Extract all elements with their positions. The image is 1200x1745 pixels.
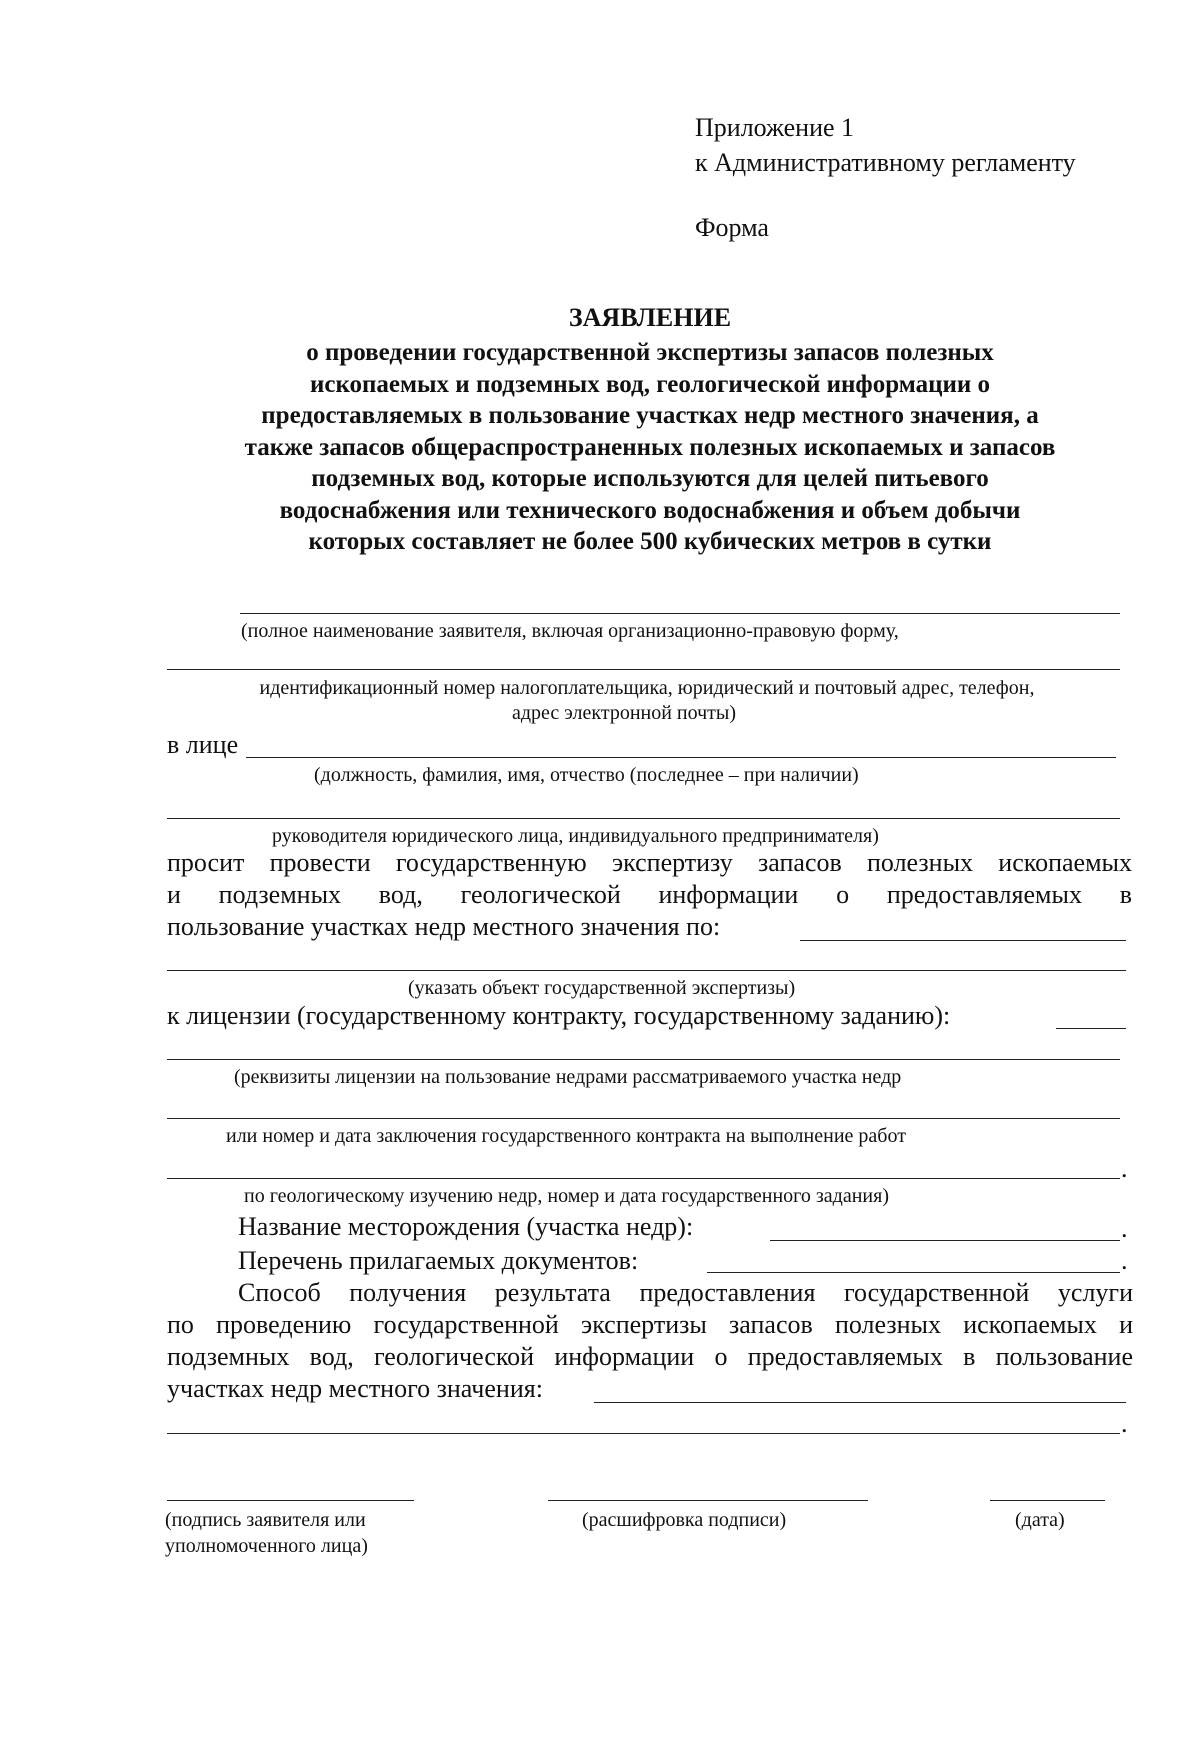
- request-text: пользование участках недр местного значения по:: [167, 912, 721, 941]
- expertise-object-line-2[interactable]: [167, 970, 1126, 971]
- form-label: Форма: [695, 213, 769, 242]
- applicant-hint: (полное наименование заявителя, включая организационно-правовую форму,: [241, 620, 899, 642]
- method-text: участках недр местного значения:: [167, 1374, 543, 1403]
- date-line[interactable]: [990, 1500, 1105, 1501]
- documents-label: Перечень прилагаемых документов:: [238, 1246, 639, 1275]
- method-end-dot: .: [1121, 1409, 1128, 1438]
- license-line[interactable]: [1056, 1028, 1126, 1029]
- deposit-end-dot: .: [1121, 1214, 1128, 1243]
- title-line: водоснабжения или технического водоснабжения и объем добычи: [279, 496, 1021, 524]
- request-text: и подземных вод, геологической информации о предоставляемых в: [167, 880, 1132, 909]
- expertise-object-hint: (указать объект государственной экспертизы): [408, 977, 796, 999]
- represented-by-label: в лице: [167, 730, 239, 759]
- applicant-details-line[interactable]: [167, 669, 1120, 670]
- license-line-2[interactable]: [167, 1059, 1120, 1060]
- documents-line[interactable]: [707, 1272, 1120, 1273]
- title-line: предоставляемых в пользование участках недр местного значения, а: [261, 402, 1039, 429]
- method-text: по проведению государственной экспертизы запасов полезных ископаемых и: [167, 1310, 1133, 1339]
- license-line-4[interactable]: [167, 1178, 1120, 1179]
- document-title: ЗАЯВЛЕНИЕ: [568, 303, 732, 332]
- license-hint: или номер и дата заключения государственного контракта на выполнение работ: [226, 1125, 906, 1147]
- license-hint: (реквизиты лицензии на пользование недрами рассматриваемого участка недр: [234, 1066, 902, 1088]
- title-line: которых составляет не более 500 кубических метров в сутки: [308, 528, 992, 555]
- applicant-name-line[interactable]: [240, 613, 1120, 614]
- license-label: к лицензии (государственному контракту, государственному заданию):: [167, 1001, 951, 1030]
- signature-line[interactable]: [167, 1500, 414, 1501]
- license-line-3[interactable]: [167, 1118, 1120, 1119]
- title-line: ископаемых и подземных вод, геологической информации о: [309, 370, 991, 398]
- license-end-dot: .: [1121, 1154, 1128, 1183]
- title-line: о проведении государственной экспертизы запасов полезных: [306, 339, 994, 366]
- representative-hint: руководителя юридического лица, индивидуального предпринимателя): [272, 825, 879, 847]
- representative-line[interactable]: [246, 757, 1116, 758]
- signature-decoding-hint: (расшифровка подписи): [582, 1509, 787, 1531]
- regulation-reference: к Административному регламенту: [695, 148, 1076, 177]
- method-text: подземных вод, геологической информации о предоставляемых в пользование: [167, 1342, 1133, 1371]
- representative-line-2[interactable]: [167, 818, 1120, 819]
- appendix-number: Приложение 1: [695, 113, 855, 142]
- title-line: также запасов общераспространенных полезных ископаемых и запасов: [244, 433, 1056, 461]
- method-line[interactable]: [594, 1402, 1126, 1403]
- deposit-name-line[interactable]: [770, 1240, 1120, 1241]
- date-hint: (дата): [1015, 1509, 1065, 1531]
- license-hint: по геологическому изучению недр, номер и дата государственного задания): [244, 1185, 889, 1207]
- documents-end-dot: .: [1121, 1246, 1128, 1275]
- title-line: подземных вод, которые используются для целей питьевого: [311, 465, 989, 492]
- method-text: Способ получения результата предоставления государственной услуги: [238, 1278, 1133, 1307]
- signature-hint: уполномоченного лица): [165, 1535, 368, 1557]
- expertise-object-line[interactable]: [800, 940, 1126, 941]
- applicant-hint: идентификационный номер налогоплательщика, юридический и почтовый адрес, телефон,: [259, 677, 1035, 699]
- signature-hint: (подпись заявителя или: [165, 1509, 366, 1531]
- deposit-name-label: Название месторождения (участка недр):: [238, 1212, 694, 1241]
- signature-decoding-line[interactable]: [548, 1500, 868, 1501]
- representative-hint: (должность, фамилия, имя, отчество (последнее – при наличии): [314, 764, 859, 786]
- method-line-2[interactable]: [167, 1433, 1120, 1434]
- request-text: просит провести государственную экспертизу запасов полезных ископаемых: [167, 848, 1132, 877]
- applicant-hint: адрес электронной почты): [512, 702, 737, 724]
